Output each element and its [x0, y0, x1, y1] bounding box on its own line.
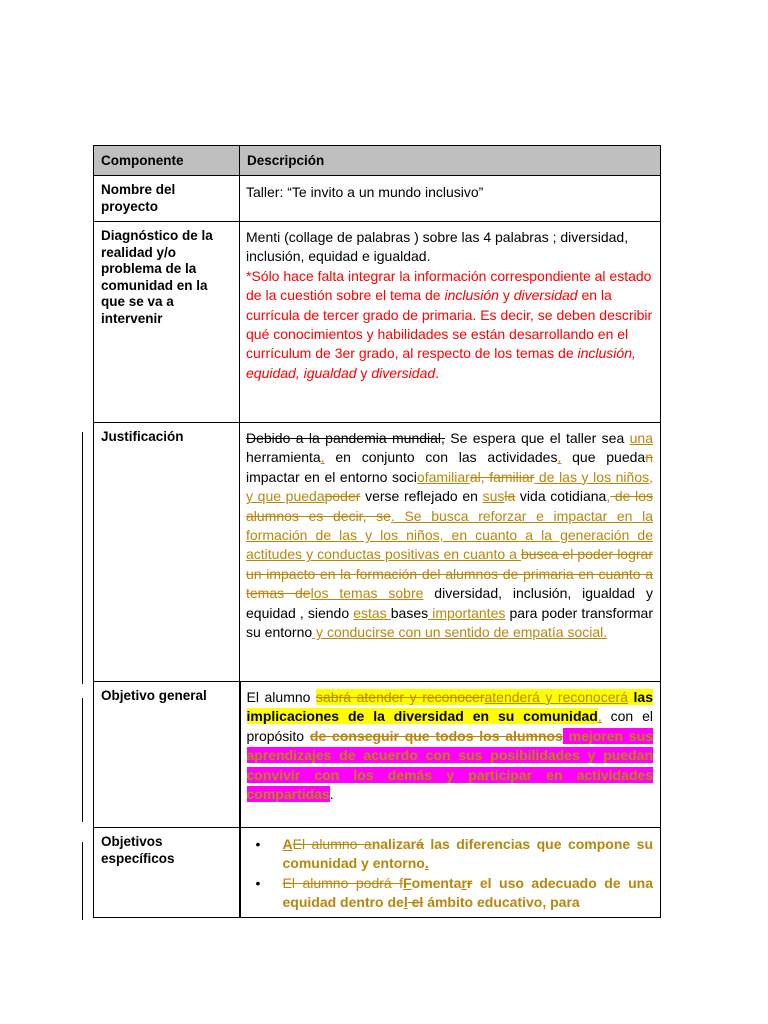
value-objetivo-general[interactable]: El alumno sabrá atender y reconoceratenderá y reconocerá las implicaciones de la diversidad en su comunidad, con el propósito de conseguir que todos los alumnos mejoren sus aprendizajes de acuerdo con sus posibilidades y puedan convivir con los demás y participar en actividades compartidas.: [246, 689, 653, 803]
value-diagnostico[interactable]: [240, 222, 660, 387]
label-diagnostico: Diagnóstico de la realidad y/o problema de la comunidad en la que se va a intervenir: [101, 228, 213, 326]
header-descripcion: Descripción: [247, 153, 325, 168]
objectives-list: [247, 835, 654, 913]
project-table: [93, 145, 661, 918]
row-objetivo-general: [94, 682, 661, 828]
label-objetivos-especificos: Objetivos específicos: [101, 834, 175, 866]
diagnostico-text: Menti (collage de palabras ) sobre las 4 palabras ; diversidad, inclusión, equidad e igualdad.: [246, 229, 629, 265]
list-item: • El alumno podrá fFomentarr el uso adecuado de una equidad dentro del el ámbito educativo, para: [255, 874, 654, 911]
change-bar: [82, 842, 83, 920]
bullet-icon: •: [255, 874, 261, 891]
value-justificacion[interactable]: Debido a la pandemia mundial, Se espera que el taller sea una herramienta, en conjunto con las actividades, que puedan impactar en el entorno sociofamiliaral, familiar de las y los niños, y que puedapoder verse reflejado en susla vida cotidiana, de los alumnos es decir, se. Se busca reforzar e impactar en la formación de las y los niños, en cuanto a la generación de actitudes y conductas positivas en cuanto a busca el poder lograr un impacto en la formación del alumnos de primaria en cuanto a temas delos temas sobre diversidad, inclusión, igualdad y equidad , siendo estas bases importantes para poder transformar su entorno y conducirse con un sentido de empatía social.: [246, 430, 653, 641]
row-nombre-proyecto: [94, 176, 661, 222]
row-justificacion: [94, 423, 661, 682]
row-diagnostico: [94, 222, 661, 423]
change-bar: [82, 432, 83, 684]
header-componente: Componente: [101, 153, 184, 168]
row-objetivos-especificos: [94, 828, 661, 918]
bullet-icon: •: [255, 836, 261, 852]
value-nombre-proyecto[interactable]: Taller: “Te invito a un mundo inclusivo”: [246, 184, 484, 200]
list-item: • AEl alumno analizará las diferencias que compone su comunidad y entorno.: [255, 836, 653, 872]
label-objetivo-general: Objetivo general: [101, 688, 207, 703]
label-justificacion: Justificación: [101, 429, 184, 444]
value-objetivos-especificos[interactable]: [241, 828, 661, 917]
diagnostico-comment: *Sólo hace falta integrar la información correspondiente al estado de la cuestión sobre el tema de inclusión y diversidad en la currícula de tercer grado de primaria. Es decir, se deben describir qué conocimientos y habilidades se están desarrollando en el currículum de 3er grado, al respecto de los temas de inclusión, equidad, igualdad y diversidad.: [246, 267, 653, 381]
table-header-row: [94, 146, 661, 176]
label-nombre-proyecto: Nombre del proyecto: [101, 182, 176, 214]
change-bar: [82, 698, 83, 822]
